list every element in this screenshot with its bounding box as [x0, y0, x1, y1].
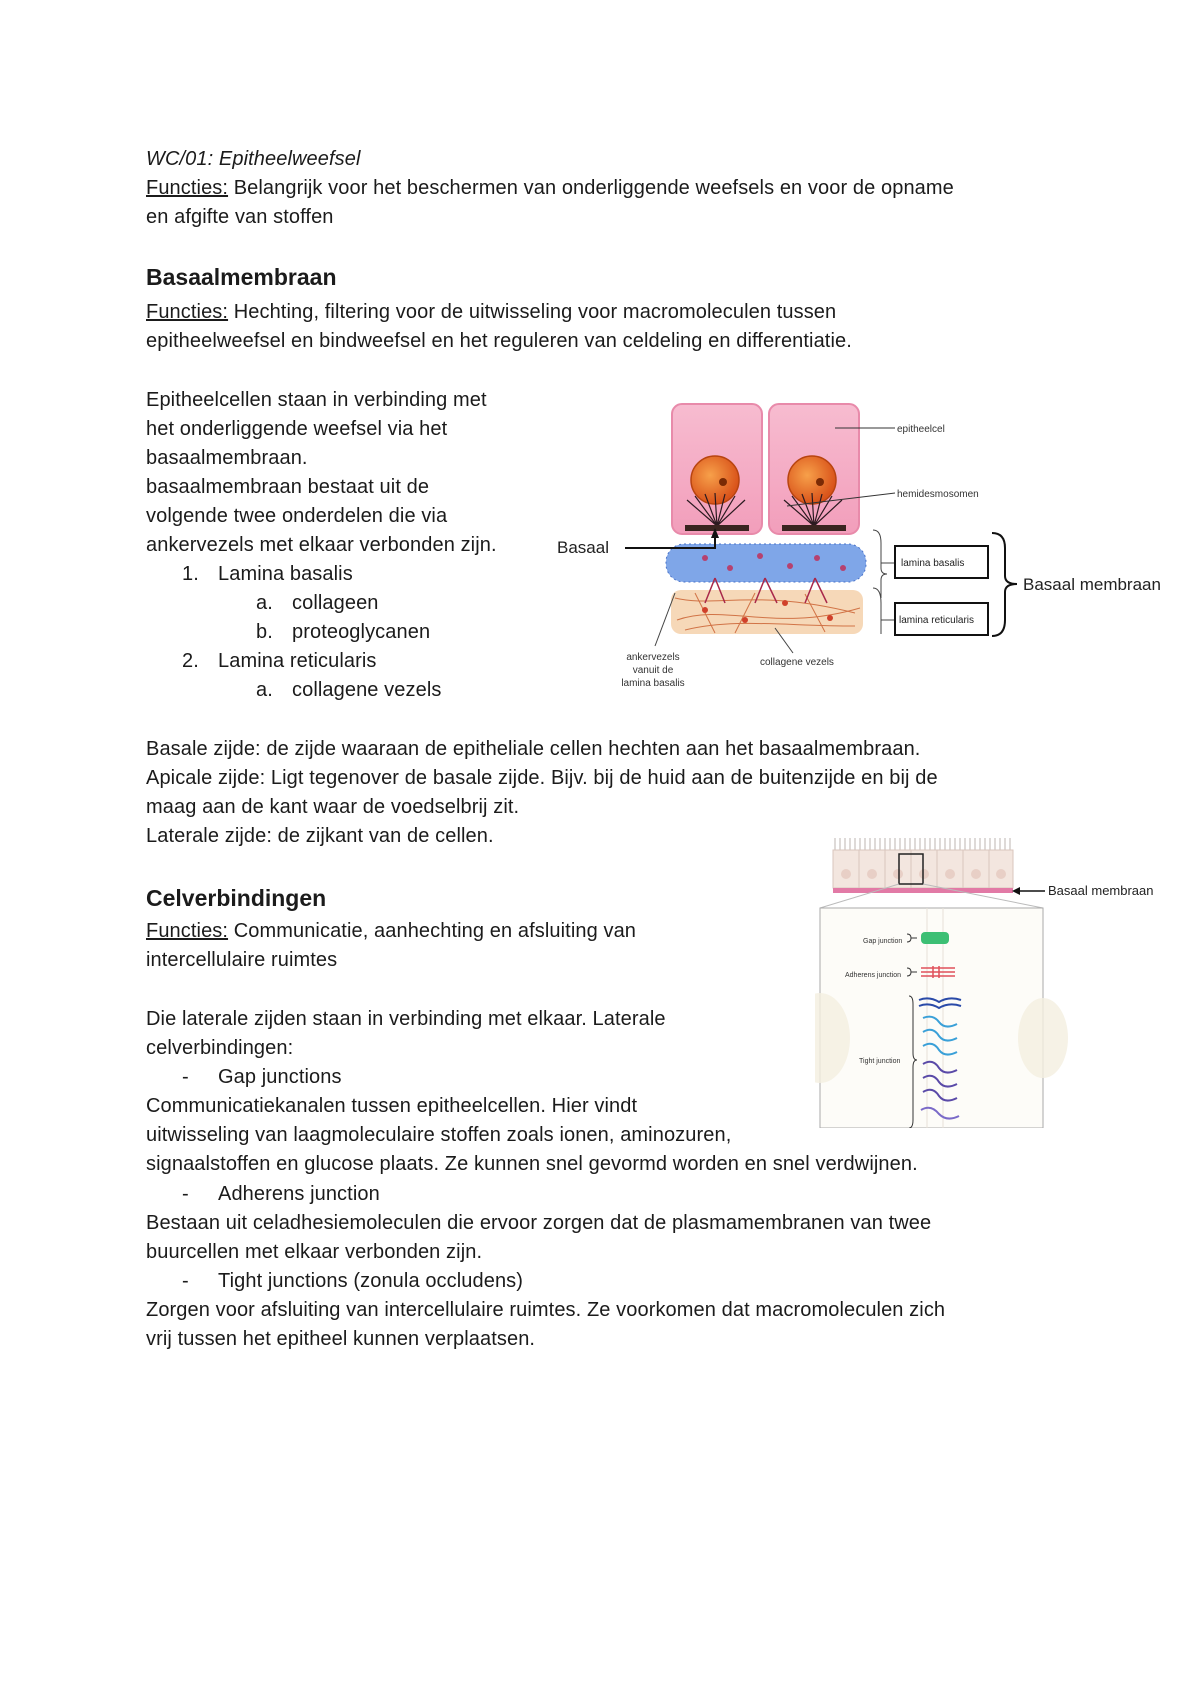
- gap-text-line: uitwisseling van laagmoleculaire stoffen zoals ionen, aminozuren,: [146, 1124, 732, 1146]
- side-description-line: Apicale zijde: Ligt tegenover de basale zijde. Bijv. bij de huid aan de buitenzijde en bij de: [146, 767, 938, 789]
- gap-junction-label: Gap junction: [863, 938, 903, 945]
- adherens-junction-label: Adherens junction: [845, 972, 902, 979]
- basaal-paragraph-line: het onderliggende weefsel via het: [146, 418, 448, 440]
- lamina-basalis-label: lamina basalis: [901, 558, 965, 569]
- basaal-label: Basaal: [557, 538, 609, 557]
- adherens-text-line: Bestaan uit celadhesiemoleculen die ervoor zorgen dat de plasmamembranen van twee: [146, 1212, 932, 1234]
- side-description-line: Basale zijde: de zijde waaraan de epitheliale cellen hechten aan het basaalmembraan.: [146, 738, 921, 760]
- list-item: [256, 589, 379, 618]
- basaal-paragraph-line: basaalmembraan.: [146, 447, 308, 469]
- list-item-text: collagene vezels: [292, 679, 442, 701]
- tight-text-line: vrij tussen het epitheel kunnen verplaatsen.: [146, 1328, 536, 1350]
- basaal-paragraph-line: ankervezels met elkaar verbonden zijn.: [146, 534, 497, 556]
- section-heading-celverbindingen: Celverbindingen: [146, 885, 327, 911]
- document-title: WC/01: Epitheelweefsel: [146, 148, 361, 170]
- basaal-paragraph-line: basaalmembraan bestaat uit de: [146, 476, 430, 498]
- adherens-text-line: buurcellen met elkaar verbonden zijn.: [146, 1241, 483, 1263]
- list-item-text: proteoglycanen: [292, 621, 431, 643]
- bullet-title: Gap junctions: [218, 1066, 342, 1088]
- epitheelcel-label: epitheelcel: [897, 424, 945, 435]
- bullet-item-tight-junctions: [182, 1267, 523, 1296]
- intro-functions-line: [146, 174, 954, 203]
- functions-label: Functies:: [146, 920, 229, 942]
- ankervezels-label: vanuit de: [632, 665, 674, 676]
- celverb-functions-text: Communicatie, aanhechting en afsluiting van: [228, 920, 637, 942]
- hemidesmosomen-label: hemidesmosomen: [897, 489, 979, 500]
- bullet-title: Tight junctions (zonula occludens): [218, 1270, 524, 1292]
- basaalmembraan-diagram: [555, 398, 1190, 698]
- basal-membrane-strip: [833, 888, 1013, 893]
- basaal-functions-text: Hechting, filtering voor de uitwisseling voor macromoleculen tussen: [228, 301, 837, 323]
- list-item: [182, 560, 353, 589]
- basaal-membraan-brace: [992, 533, 1017, 636]
- gap-text-line: signaalstoffen en glucose plaats. Ze kunnen snel gevormd worden en snel verdwijnen.: [146, 1153, 918, 1175]
- intro-functions-line-2: en afgifte van stoffen: [146, 206, 334, 228]
- list-marker: a.: [256, 592, 273, 614]
- collagene-vezels-label: collagene vezels: [760, 657, 834, 668]
- list-item-text: Lamina basalis: [218, 563, 353, 585]
- celverb-functions-line: [146, 917, 636, 946]
- tight-text-line: Zorgen voor afsluiting van intercellulaire ruimtes. Ze voorkomen dat macromoleculen zich: [146, 1299, 946, 1321]
- section-heading-basaalmembraan: Basaalmembraan: [146, 264, 337, 290]
- tight-junction-label: Tight junction: [859, 1058, 901, 1065]
- adherens-junction-molecules: [921, 966, 955, 978]
- bullet-title: Adherens junction: [218, 1183, 380, 1205]
- list-item: [256, 676, 441, 705]
- side-description-line: Laterale zijde: de zijkant van de cellen.: [146, 825, 494, 847]
- microvilli: [835, 838, 1010, 850]
- ankervezels-label: lamina basalis: [621, 678, 685, 689]
- basaal-functions-line: [146, 298, 836, 327]
- list-marker: 1.: [182, 563, 199, 585]
- bullet-marker: -: [182, 1183, 189, 1205]
- ankervezels-label: ankervezels: [626, 652, 680, 663]
- list-item: [182, 647, 377, 676]
- side-description-line: maag aan de kant waar de voedselbrij zit.: [146, 796, 520, 818]
- list-item-text: Lamina reticularis: [218, 650, 377, 672]
- list-marker: b.: [256, 621, 273, 643]
- bullet-item-adherens-junction: [182, 1180, 380, 1209]
- bullet-item-gap-junctions: [182, 1063, 342, 1092]
- basaal-membraan-label: Basaal membraan: [1048, 883, 1154, 898]
- functions-label: Functies:: [146, 177, 229, 199]
- celverb-functions-line-2: intercellulaire ruimtes: [146, 949, 338, 971]
- basaal-paragraph-line: Epitheelcellen staan in verbinding met: [146, 389, 487, 411]
- list-item: [256, 618, 430, 647]
- list-item-text: collageen: [292, 592, 379, 614]
- functions-label: Functies:: [146, 301, 229, 323]
- basaal-membraan-label: Basaal membraan: [1023, 575, 1161, 594]
- basaal-paragraph-line: volgende twee onderdelen die via: [146, 505, 448, 527]
- basaal-functions-line-2: epitheelweefsel en bindweefsel en het reguleren van celdeling en differentiatie.: [146, 330, 852, 352]
- lamina-reticularis-label: lamina reticularis: [899, 615, 975, 626]
- celverb-intro-line: Die laterale zijden staan in verbinding met elkaar. Laterale: [146, 1008, 666, 1030]
- gap-junction-channel: [921, 932, 949, 944]
- bullet-marker: -: [182, 1270, 189, 1292]
- celverb-intro-line: celverbindingen:: [146, 1037, 294, 1059]
- intro-functions-text: Belangrijk voor het beschermen van onderliggende weefsels en voor de opname: [228, 177, 954, 199]
- bullet-marker: -: [182, 1066, 189, 1088]
- gap-text-line: Communicatiekanalen tussen epitheelcellen. Hier vindt: [146, 1095, 638, 1117]
- celverbindingen-diagram: [815, 838, 1190, 1128]
- list-marker: 2.: [182, 650, 199, 672]
- lamina-basalis-layer: [666, 544, 866, 582]
- list-marker: a.: [256, 679, 273, 701]
